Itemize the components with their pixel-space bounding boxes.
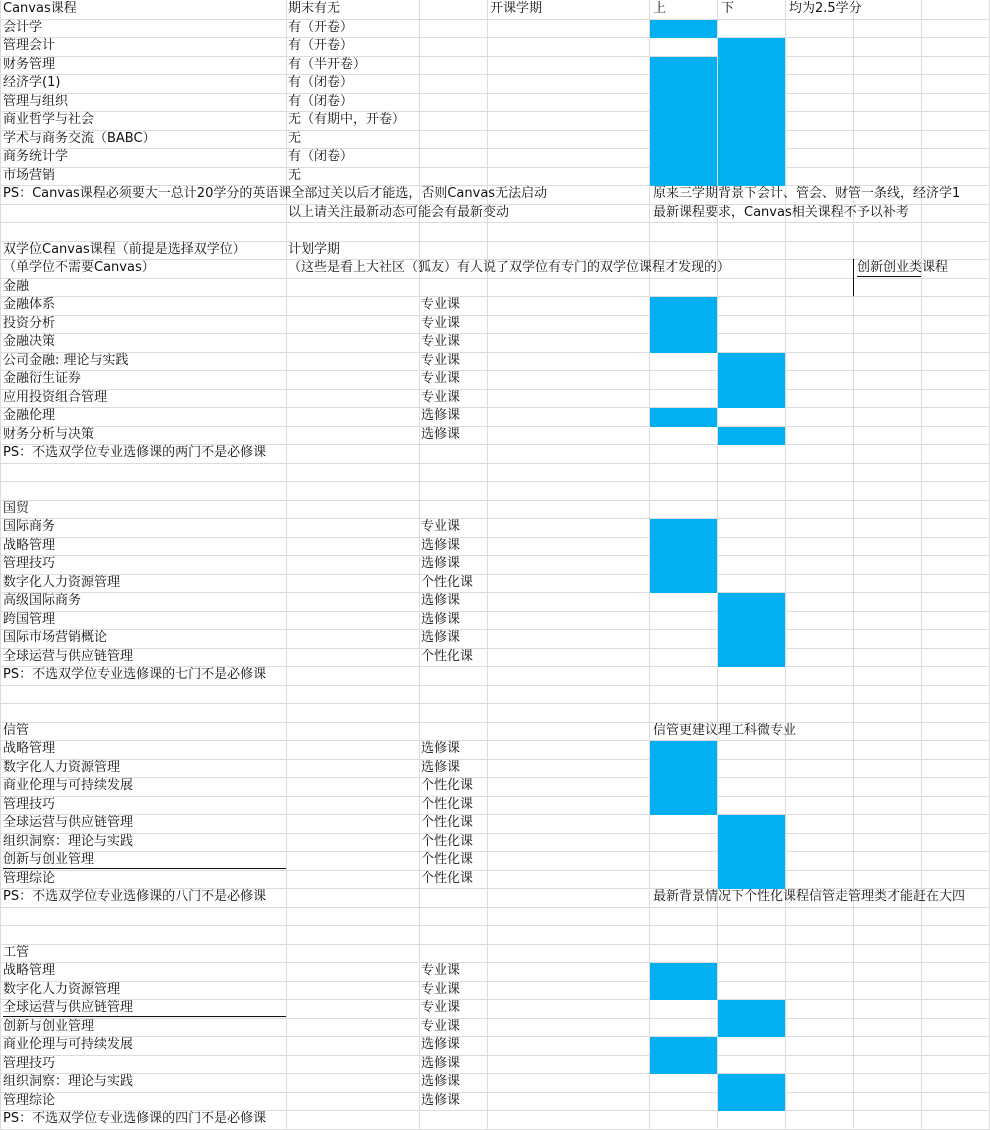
course-type[interactable]: 个性化课 — [421, 852, 474, 867]
term-fill-cell — [718, 94, 785, 113]
course-name[interactable]: 组织洞察：理论与实践 — [3, 833, 134, 849]
course-type[interactable]: 选修课 — [421, 426, 461, 442]
course-name[interactable]: 商业伦理与可持续发展 — [3, 1037, 134, 1052]
section-ps-note[interactable]: PS：不选双学位专业选修课的七门不是必修课 — [3, 667, 267, 682]
course-name[interactable]: 战略管理 — [3, 537, 56, 553]
course-name[interactable]: 全球运营与供应链管理 — [3, 648, 134, 664]
canvas-course-name[interactable]: 财务管理 — [3, 56, 56, 72]
term-fill-cell — [718, 427, 785, 446]
cell-border — [853, 259, 854, 296]
grid-row-line — [0, 93, 990, 94]
header-exam[interactable]: 期末有无 — [288, 1, 341, 16]
grid-row-line — [0, 759, 990, 760]
course-type[interactable]: 专业课 — [421, 297, 461, 312]
term-fill-cell — [718, 371, 785, 390]
term-fill-cell — [650, 575, 717, 594]
course-type[interactable]: 专业课 — [421, 1018, 461, 1034]
single-degree-note[interactable]: （单学位不需要Canvas） — [3, 260, 155, 275]
canvas-course-name[interactable]: 市场营销 — [3, 167, 56, 183]
grid-row-line — [0, 407, 990, 408]
header-up[interactable]: 上 — [653, 1, 667, 16]
term-fill-cell — [650, 94, 717, 113]
course-name[interactable]: 国际商务 — [3, 519, 56, 534]
canvas-course-exam[interactable]: 有（闭卷） — [288, 93, 354, 109]
term-fill-cell — [650, 1037, 717, 1056]
canvas-course-exam[interactable]: 无（有期中，开卷） — [288, 112, 406, 127]
course-name[interactable]: 创新与创业管理 — [3, 852, 95, 867]
grid-row-line — [0, 925, 990, 926]
course-type[interactable]: 个性化课 — [421, 815, 474, 830]
canvas-course-exam[interactable]: 有（开卷） — [288, 38, 354, 53]
grid-row-line — [0, 1092, 990, 1093]
grid-row-line — [0, 740, 990, 741]
term-fill-cell — [718, 1019, 785, 1038]
grid-column-line — [286, 0, 287, 1129]
course-type[interactable]: 个性化课 — [421, 648, 474, 664]
course-name[interactable]: 管理综论 — [3, 1092, 56, 1108]
ps-canvas-note[interactable]: PS：Canvas课程必须要大一总计20学分的英语课全部过关以后才能选，否则Canvas无法启动 — [3, 186, 548, 201]
term-fill-cell — [718, 112, 785, 131]
grid-row-line — [0, 944, 990, 945]
grid-row-line — [0, 222, 990, 223]
grid-row-line — [0, 833, 990, 834]
term-fill-cell — [650, 1056, 717, 1075]
course-name[interactable]: 高级国际商务 — [3, 593, 82, 608]
term-fill-cell — [718, 834, 785, 853]
term-fill-cell — [650, 57, 717, 76]
term-fill-cell — [718, 1000, 785, 1019]
canvas-course-exam[interactable]: 有（闭卷） — [288, 149, 354, 164]
canvas-course-exam[interactable]: 有（开卷） — [288, 19, 354, 35]
term-fill-cell — [650, 519, 717, 538]
canvas-course-name[interactable]: 经济学(1) — [3, 75, 61, 90]
course-name[interactable]: 管理技巧 — [3, 556, 56, 571]
term-fill-cell — [650, 112, 717, 131]
grid-row-line — [0, 574, 990, 575]
grid-row-line — [0, 611, 990, 612]
section-title-trade[interactable]: 国贸 — [3, 500, 30, 516]
canvas-course-exam[interactable]: 有（闭卷） — [288, 75, 354, 90]
term-fill-cell — [718, 871, 785, 890]
grid-row-line — [0, 111, 990, 112]
grid-row-line — [0, 463, 990, 464]
section-ps-note[interactable]: PS：不选双学位专业选修课的八门不是必修课 — [3, 889, 267, 904]
course-type[interactable]: 专业课 — [421, 389, 461, 405]
grid-row-line — [0, 167, 990, 168]
grid-row-line — [0, 592, 990, 593]
term-fill-cell — [718, 75, 785, 94]
grid-row-line — [0, 907, 990, 908]
canvas-course-exam[interactable]: 无 — [288, 130, 302, 146]
grid-row-line — [0, 37, 990, 38]
course-name[interactable]: 全球运营与供应链管理 — [3, 1000, 134, 1015]
course-name[interactable]: 跨国管理 — [3, 611, 56, 627]
course-name[interactable]: 应用投资组合管理 — [3, 389, 108, 405]
grid-row-line — [0, 685, 990, 686]
course-name[interactable]: 投资分析 — [3, 315, 56, 331]
grid-row-line — [0, 278, 990, 279]
term-fill-cell — [650, 334, 717, 353]
grid-row-line — [0, 500, 990, 501]
grid-column-line — [0, 0, 1, 1129]
grid-column-line — [419, 0, 420, 1129]
grid-row-line — [0, 56, 990, 57]
term-fill-cell — [718, 353, 785, 372]
term-fill-cell — [718, 593, 785, 612]
course-name[interactable]: 管理技巧 — [3, 796, 56, 812]
note-no-retake[interactable]: 最新课程要求，Canvas相关课程不予以补考 — [653, 204, 909, 220]
term-fill-cell — [718, 168, 785, 187]
term-fill-cell — [650, 556, 717, 575]
double-degree-title[interactable]: 双学位Canvas课程（前提是选择双学位） — [3, 241, 246, 257]
grid-row-line — [0, 722, 990, 723]
course-type[interactable]: 专业课 — [421, 1000, 461, 1015]
course-name[interactable]: 全球运营与供应链管理 — [3, 815, 134, 830]
course-type[interactable]: 选修课 — [421, 1092, 461, 1108]
grid-column-line — [487, 0, 488, 1129]
grid-row-line — [0, 296, 990, 297]
course-name[interactable]: 管理综论 — [3, 870, 56, 886]
course-type[interactable]: 专业课 — [421, 315, 461, 331]
grid-column-line — [853, 0, 854, 1129]
grid-row-line — [0, 1018, 990, 1019]
course-name[interactable]: 战略管理 — [3, 963, 56, 978]
grid-row-line — [0, 352, 990, 353]
grid-row-line — [0, 962, 990, 963]
course-type[interactable]: 个性化课 — [421, 574, 474, 590]
term-fill-cell — [718, 1074, 785, 1093]
term-fill-cell — [718, 815, 785, 834]
course-type[interactable]: 选修课 — [421, 537, 461, 553]
section-ps-note[interactable]: PS：不选双学位专业选修课的四门不是必修课 — [3, 1111, 267, 1126]
term-fill-cell — [718, 149, 785, 168]
grid-row-line — [0, 796, 990, 797]
course-type[interactable]: 选修课 — [421, 1074, 461, 1089]
term-fill-cell — [650, 963, 717, 982]
term-fill-cell — [718, 630, 785, 649]
grid-row-line — [0, 981, 990, 982]
grid-row-line — [0, 777, 990, 778]
course-name[interactable]: 创新与创业管理 — [3, 1018, 95, 1034]
header-down[interactable]: 下 — [721, 1, 735, 16]
grid-row-line — [0, 999, 990, 1000]
grid-row-line — [0, 19, 990, 20]
grid-row-line — [0, 1073, 990, 1074]
term-fill-cell — [650, 131, 717, 150]
term-fill-cell — [718, 1093, 785, 1112]
grid-row-line — [0, 315, 990, 316]
grid-row-line — [0, 1036, 990, 1037]
grid-row-line — [0, 870, 990, 871]
course-type[interactable]: 选修课 — [421, 556, 461, 571]
term-fill-cell — [718, 612, 785, 631]
community-note[interactable]: （这些是看上大社区（狐友）有人说了双学位有专门的双学位课程才发现的） — [288, 260, 731, 275]
term-fill-cell — [650, 20, 717, 39]
course-name[interactable]: 金融决策 — [3, 334, 56, 349]
note-three-term[interactable]: 原来三学期背景下会计、管会、财管一条线，经济学1 — [653, 186, 961, 201]
course-name[interactable]: 组织洞察：理论与实践 — [3, 1074, 134, 1089]
course-type[interactable]: 选修课 — [421, 741, 461, 756]
course-name[interactable]: 战略管理 — [3, 741, 56, 756]
note-follow-updates[interactable]: 以上请关注最新动态可能会有最新变动 — [288, 204, 510, 220]
course-name[interactable]: 公司金融: 理论与实践 — [3, 352, 129, 368]
term-fill-cell — [650, 778, 717, 797]
term-fill-cell — [650, 168, 717, 187]
course-type[interactable]: 选修课 — [421, 630, 461, 645]
header-credit[interactable]: 均为2.5学分 — [789, 1, 862, 16]
grid-row-line — [0, 648, 990, 649]
section-title-info-mgmt[interactable]: 信管 — [3, 722, 30, 738]
course-type[interactable]: 选修课 — [421, 1055, 461, 1071]
course-type[interactable]: 专业课 — [421, 519, 461, 534]
term-fill-cell — [718, 57, 785, 76]
course-name[interactable]: 财务分析与决策 — [3, 426, 95, 442]
course-type[interactable]: 选修课 — [421, 408, 461, 423]
grid-row-line — [0, 518, 990, 519]
term-fill-cell — [718, 852, 785, 871]
grid-row-line — [0, 481, 990, 482]
course-type[interactable]: 个性化课 — [421, 796, 474, 812]
grid-row-line — [0, 426, 990, 427]
course-name[interactable]: 国际市场营销概论 — [3, 630, 108, 645]
term-fill-cell — [718, 131, 785, 150]
course-name[interactable]: 金融衍生证券 — [3, 371, 82, 386]
canvas-course-name[interactable]: 商务统计学 — [3, 149, 69, 164]
term-fill-cell — [650, 297, 717, 316]
grid-row-line — [0, 814, 990, 815]
canvas-course-name[interactable]: 管理与组织 — [3, 93, 69, 109]
section-ps-note[interactable]: PS：不选双学位专业选修课的两门不是必修课 — [3, 445, 267, 460]
grid-row-line — [0, 703, 990, 704]
course-type[interactable]: 专业课 — [421, 963, 461, 978]
canvas-course-name[interactable]: 会计学 — [3, 19, 43, 35]
header-course[interactable]: Canvas课程 — [3, 1, 77, 16]
course-type[interactable]: 选修课 — [421, 1037, 461, 1052]
course-type[interactable]: 选修课 — [421, 611, 461, 627]
course-name[interactable]: 数字化人力资源管理 — [3, 981, 121, 997]
latest-note[interactable]: 最新背景情况下个性化课程信管走管理类才能赶在大四 — [653, 889, 966, 904]
course-name[interactable]: 商业伦理与可持续发展 — [3, 778, 134, 793]
grid-column-line — [921, 0, 922, 1129]
grid-row-line — [0, 148, 990, 149]
info-mgmt-note[interactable]: 信管更建议理工科微专业 — [653, 722, 797, 738]
course-type[interactable]: 选修课 — [421, 759, 461, 775]
term-fill-cell — [650, 797, 717, 816]
term-fill-cell — [718, 390, 785, 409]
grid-row-line — [0, 851, 990, 852]
grid-row-line — [0, 537, 990, 538]
term-fill-cell — [650, 741, 717, 760]
header-term[interactable]: 开课学期 — [490, 1, 543, 16]
course-type[interactable]: 专业课 — [421, 334, 461, 349]
term-fill-cell — [650, 149, 717, 168]
course-type[interactable]: 选修课 — [421, 593, 461, 608]
course-name[interactable]: 数字化人力资源管理 — [3, 759, 121, 775]
course-name[interactable]: 金融伦理 — [3, 408, 56, 423]
canvas-course-exam[interactable]: 有（半开卷） — [288, 56, 367, 72]
term-fill-cell — [650, 982, 717, 1001]
grid-row-line — [0, 1055, 990, 1056]
grid-row-line — [0, 389, 990, 390]
course-type[interactable]: 专业课 — [421, 981, 461, 997]
course-name[interactable]: 金融体系 — [3, 297, 56, 312]
canvas-course-name[interactable]: 学术与商务交流（BABC） — [3, 130, 156, 146]
grid-row-line — [0, 370, 990, 371]
section-title-industrial-mgmt[interactable]: 工管 — [3, 944, 30, 960]
term-fill-cell — [650, 316, 717, 335]
course-type[interactable]: 个性化课 — [421, 778, 474, 793]
term-fill-cell — [650, 75, 717, 94]
canvas-course-exam[interactable]: 无 — [288, 167, 302, 183]
grid-column-line — [785, 0, 786, 1129]
grid-row-line — [0, 555, 990, 556]
term-fill-cell — [650, 760, 717, 779]
course-type[interactable]: 专业课 — [421, 371, 461, 386]
grid-row-line — [0, 629, 990, 630]
plan-term-header[interactable]: 计划学期 — [288, 241, 341, 257]
section-title-finance[interactable]: 金融 — [3, 278, 30, 294]
course-type[interactable]: 个性化课 — [421, 833, 474, 849]
course-name[interactable]: 管理技巧 — [3, 1055, 56, 1071]
grid-row-line — [0, 333, 990, 334]
course-type[interactable]: 专业课 — [421, 352, 461, 368]
grid-row-line — [0, 74, 990, 75]
cell-underline — [857, 276, 921, 277]
term-fill-cell — [650, 538, 717, 557]
innovation-courses[interactable]: 创新创业类课程 — [857, 260, 949, 275]
course-type[interactable]: 个性化课 — [421, 870, 474, 886]
term-fill-cell — [718, 649, 785, 668]
canvas-course-name[interactable]: 管理会计 — [3, 38, 56, 53]
term-fill-cell — [718, 38, 785, 57]
canvas-course-name[interactable]: 商业哲学与社会 — [3, 112, 95, 127]
course-name[interactable]: 数字化人力资源管理 — [3, 574, 121, 590]
term-fill-cell — [650, 408, 717, 427]
